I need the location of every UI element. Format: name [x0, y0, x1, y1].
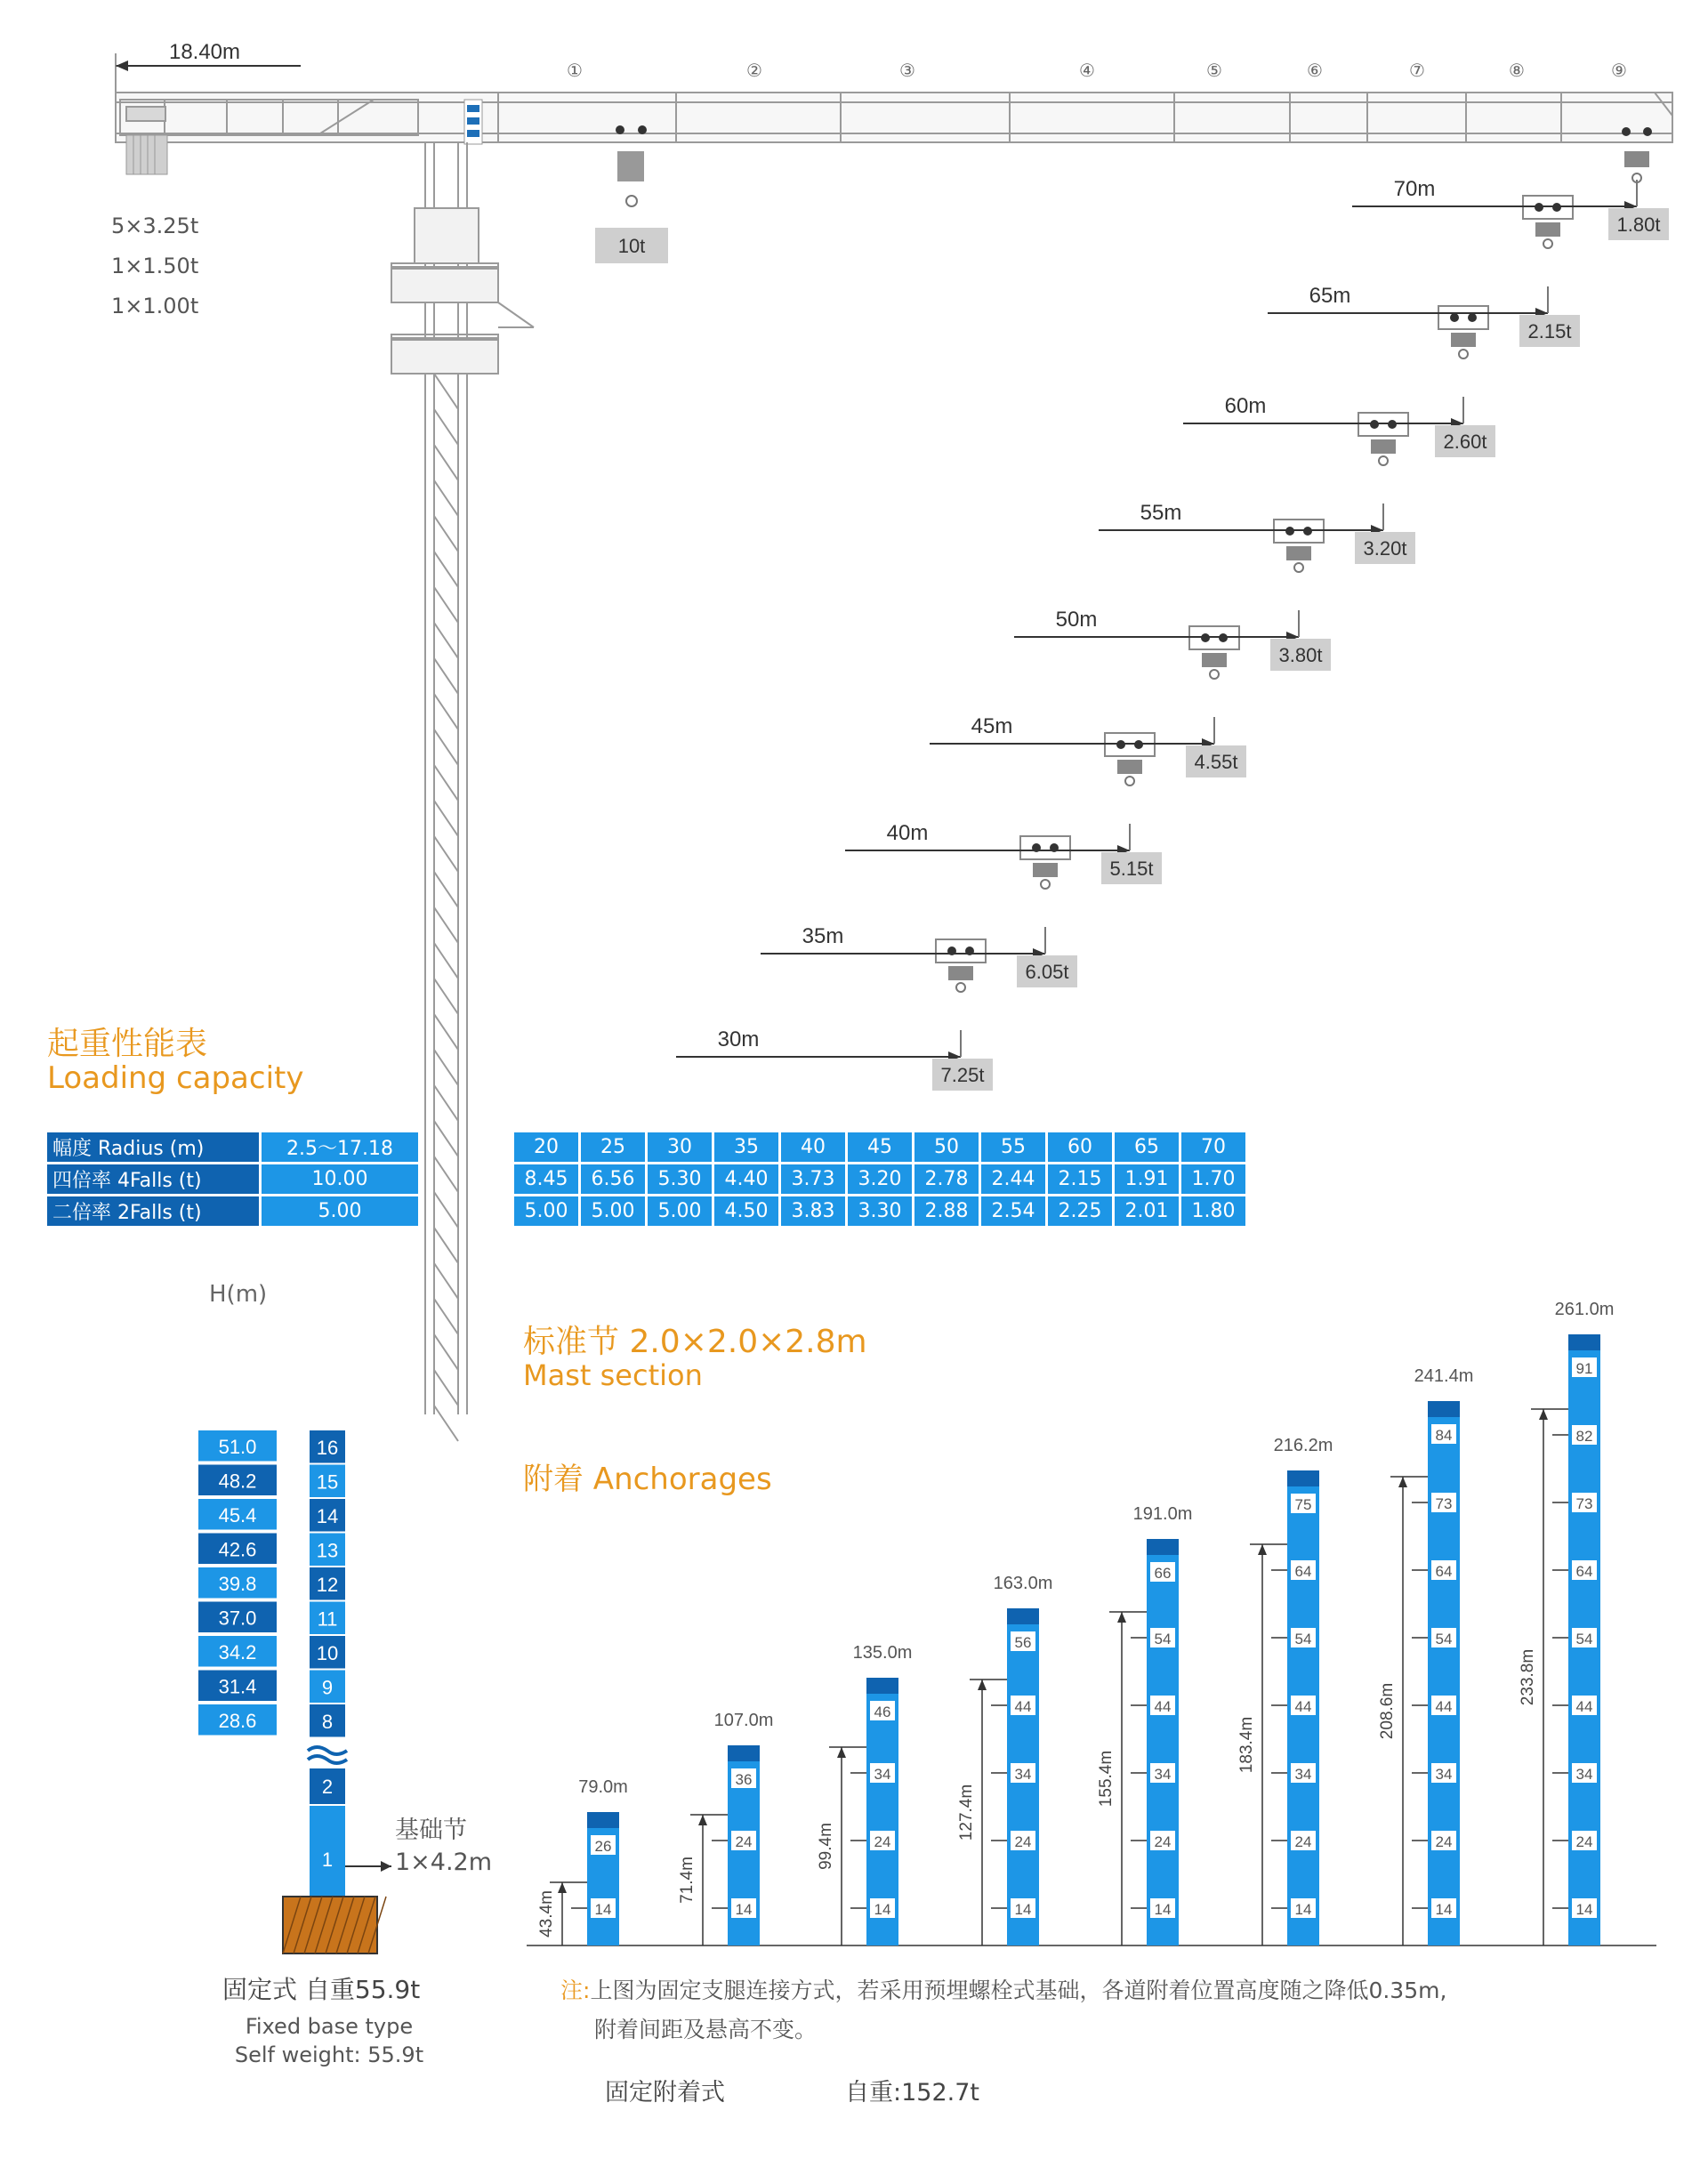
falls4-first-value: 10.00 — [262, 1164, 418, 1194]
jib-section-numbers — [567, 60, 1627, 81]
capacity-title-en: Loading capacity — [47, 1060, 304, 1096]
ballast-weight-2: 1×1.50t — [111, 254, 199, 278]
mast-section-title-cn: 标准节 2.0×2.0×2.8m — [523, 1324, 867, 1360]
mast-section-number: 2 — [321, 1776, 334, 1798]
falls4-value: 3.20 — [848, 1164, 912, 1194]
anchorage-level-label: 54 — [1294, 1631, 1312, 1647]
anchorage-level-label: 64 — [1435, 1563, 1453, 1580]
falls4-value: 3.73 — [781, 1164, 845, 1194]
radius-item-trolley-frame — [1020, 836, 1070, 859]
anchorage-level-label: 14 — [594, 1901, 612, 1918]
radius-label: 35m — [802, 924, 844, 948]
anchorage-height-dimension: 183.4m — [1237, 1716, 1256, 1774]
load-label: 6.05t — [1025, 961, 1069, 983]
fixed-type-en: Fixed base type — [245, 2014, 414, 2039]
anchorage-level-label: 44 — [1575, 1698, 1593, 1715]
mast-section-number: 13 — [316, 1539, 339, 1562]
anchorage-mast-top — [587, 1812, 619, 1828]
radius-value: 35 — [714, 1132, 778, 1162]
radius-item-hook-icon — [1125, 777, 1134, 785]
anchorage-mast-top — [1287, 1470, 1319, 1486]
anchorage-level-label: 24 — [874, 1833, 891, 1850]
dimension-arrowhead — [1117, 1612, 1126, 1623]
radius-item-hook-block — [1535, 222, 1560, 237]
falls2-value: 4.50 — [714, 1196, 778, 1226]
base-section-size: 1×4.2m — [395, 1849, 493, 1876]
radius-row — [514, 1132, 1245, 1162]
mast-section-number: 14 — [316, 1505, 339, 1527]
dimension-arrowhead — [1258, 1544, 1267, 1555]
dimension-arrowhead — [1539, 1409, 1548, 1420]
anchorage-level-label: 34 — [1154, 1766, 1172, 1783]
radius-load-item — [930, 626, 1246, 777]
falls4-value: 5.30 — [648, 1164, 712, 1194]
radius-item-wheel — [1450, 313, 1459, 322]
anchorage-level-label: 73 — [1435, 1495, 1453, 1512]
falls4-value: 1.91 — [1115, 1164, 1179, 1194]
anchorage-level-label: 56 — [1014, 1634, 1032, 1651]
load-label: 5.15t — [1109, 858, 1154, 880]
radius-item-hook-icon — [1041, 880, 1050, 889]
anchorage-level-label: 14 — [1014, 1901, 1032, 1918]
falls2-value: 2.54 — [981, 1196, 1045, 1226]
anchorage-mast-top — [1007, 1608, 1039, 1624]
anchorage-level-label: 54 — [1154, 1631, 1172, 1647]
anchor-type: 固定附着式 — [605, 2079, 725, 2107]
radius-value: 45 — [848, 1132, 912, 1162]
anchorage-level-label: 14 — [1575, 1901, 1593, 1918]
cab-icon — [464, 100, 482, 144]
anchorage-level-label: 54 — [1435, 1631, 1453, 1647]
anchorage-level-label: 66 — [1154, 1565, 1172, 1582]
mast-height-value: 42.6 — [218, 1538, 257, 1561]
anchorage-mast-top — [1428, 1401, 1460, 1417]
anchorage-level-label: 24 — [1154, 1833, 1172, 1850]
anchor-weight: 自重:152.7t — [845, 2079, 979, 2107]
dimension-arrowhead — [978, 1680, 987, 1690]
radius-item-hook-icon — [956, 983, 965, 992]
anchorages-title: 附着 Anchorages — [523, 1462, 772, 1497]
fixed-mast — [198, 1430, 391, 1953]
height-axis-label: H(m) — [209, 1281, 268, 1308]
radius-item-hook-block — [1371, 439, 1396, 454]
anchorage-level-label: 14 — [735, 1901, 753, 1918]
jib-section-1: ① — [567, 60, 583, 81]
radius-label: 60m — [1224, 394, 1267, 418]
load-label: 3.80t — [1278, 644, 1323, 666]
anchorage-top-height: 216.2m — [1273, 1436, 1333, 1455]
mast-height-value: 28.6 — [218, 1710, 257, 1732]
radius-load-item — [761, 836, 1077, 987]
falls2-value: 2.25 — [1048, 1196, 1112, 1226]
ballast-weight-1: 5×3.25t — [111, 213, 199, 238]
mast-height-value: 37.0 — [218, 1607, 257, 1630]
radius-item-hook-block — [1624, 151, 1649, 167]
base-section-cn: 基础节 — [395, 1817, 467, 1844]
mast-section-number: 10 — [316, 1642, 339, 1664]
anchorage-column — [537, 1777, 628, 1945]
falls2-row-label: 二倍率 2Falls (t) — [47, 1196, 259, 1226]
dimension-arrowhead — [837, 1747, 846, 1758]
radius-item-trolley-frame — [936, 939, 986, 963]
radius-item-hook-block — [1033, 863, 1058, 877]
falls2-value: 3.83 — [781, 1196, 845, 1226]
radius-item-hook-icon — [1543, 239, 1552, 248]
note-text-1: 上图为固定支腿连接方式，若采用预埋螺栓式基础，各道附着位置高度随之降低0.35m, — [590, 1978, 1447, 2003]
falls4-row-label: 四倍率 4Falls (t) — [47, 1164, 259, 1194]
mast-height-value: 51.0 — [218, 1436, 257, 1458]
max-load-hook-block — [617, 151, 644, 181]
radius-value: 40 — [781, 1132, 845, 1162]
falls2-value: 5.00 — [514, 1196, 578, 1226]
radius-load-item — [1183, 306, 1495, 457]
counter-jib-label: 18.40m — [168, 40, 241, 64]
mast-height-value: 39.8 — [218, 1573, 257, 1595]
anchorage-level-label: 44 — [1294, 1698, 1312, 1715]
anchorage-height-dimension: 99.4m — [817, 1823, 835, 1870]
anchorage-level-label: 24 — [1014, 1833, 1032, 1850]
radius-value: 30 — [648, 1132, 712, 1162]
anchorage-level-label: 24 — [1435, 1833, 1453, 1850]
break-wave-icon — [308, 1747, 347, 1763]
note-prefix: 注: — [560, 1978, 591, 2003]
anchorage-top-height: 191.0m — [1132, 1504, 1193, 1524]
dimension-arrowhead — [1398, 1477, 1407, 1487]
dimension-arrowhead — [698, 1815, 707, 1825]
radius-item-hook-block — [948, 966, 973, 980]
falls4-value: 8.45 — [514, 1164, 578, 1194]
anchorage-height-dimension: 208.6m — [1378, 1682, 1397, 1740]
max-load-wheel — [638, 125, 647, 134]
radius-value: 20 — [514, 1132, 578, 1162]
anchorage-mast-top — [1568, 1334, 1600, 1350]
jib-section-8: ⑧ — [1509, 60, 1525, 81]
radius-value: 70 — [1181, 1132, 1245, 1162]
anchorage-height-dimension: 71.4m — [678, 1857, 697, 1904]
dimension-arrowhead — [558, 1882, 567, 1893]
ballast-weights — [111, 206, 198, 326]
anchorage-level-label: 24 — [1294, 1833, 1312, 1850]
ballast-weight-3: 1×1.00t — [111, 294, 199, 318]
anchorage-top-height: 261.0m — [1554, 1300, 1615, 1319]
mast-section-number: 11 — [317, 1607, 338, 1631]
anchorage-top-height: 107.0m — [713, 1711, 774, 1730]
fixed-weight-en: Self weight: 55.9t — [234, 2042, 424, 2067]
mast-section-number: 16 — [316, 1437, 339, 1459]
anchorage-column — [1378, 1366, 1473, 1945]
anchorage-mast — [1428, 1401, 1460, 1945]
falls4-value: 4.40 — [714, 1164, 778, 1194]
falls2-row — [514, 1196, 1245, 1226]
jib-section-4: ④ — [1079, 60, 1095, 81]
anchorage-level-label: 14 — [1435, 1901, 1453, 1918]
radius-load-item — [676, 939, 993, 1091]
anchorage-column — [1097, 1504, 1192, 1945]
radius-value: 55 — [981, 1132, 1045, 1162]
anchorage-mast-top — [866, 1678, 898, 1694]
anchorage-level-label: 54 — [1575, 1631, 1593, 1647]
radius-label: 30m — [717, 1027, 760, 1051]
anchorage-level-label: 14 — [874, 1901, 891, 1918]
falls2-first-value: 5.00 — [262, 1196, 418, 1226]
anchorage-level-label: 14 — [1154, 1901, 1172, 1918]
ballast-block — [126, 135, 167, 174]
anchorage-level-label: 64 — [1575, 1563, 1593, 1580]
radius-label: 65m — [1309, 284, 1351, 308]
anchorage-level-label: 24 — [1575, 1833, 1593, 1850]
radius-load-item — [1268, 196, 1580, 347]
radius-value: 25 — [581, 1132, 645, 1162]
falls2-value: 5.00 — [581, 1196, 645, 1226]
radius-label: 50m — [1055, 608, 1098, 632]
falls2-value: 1.80 — [1181, 1196, 1245, 1226]
anchorage-level-label: 24 — [735, 1833, 753, 1850]
load-label: 3.20t — [1363, 537, 1407, 560]
radius-item-wheel — [1622, 127, 1631, 136]
radius-load-item — [1099, 413, 1415, 564]
mast-height-value: 34.2 — [218, 1641, 257, 1663]
anchorage-level-label: 34 — [1435, 1766, 1453, 1783]
falls4-value: 6.56 — [581, 1164, 645, 1194]
jib-section-9: ⑨ — [1611, 60, 1627, 81]
anchorage-level-label: 34 — [1014, 1766, 1032, 1783]
load-label: 7.25t — [940, 1064, 985, 1086]
load-label: 2.60t — [1443, 431, 1487, 453]
anchorage-top-height: 135.0m — [852, 1643, 913, 1663]
anchorage-level-label: 75 — [1294, 1496, 1312, 1513]
jib-section-2: ② — [746, 60, 762, 81]
falls4-value: 2.78 — [914, 1164, 979, 1194]
load-label: 2.15t — [1527, 320, 1572, 342]
anchorage-columns — [537, 1300, 1614, 1945]
radius-value: 65 — [1115, 1132, 1179, 1162]
anchorage-mast-top — [1147, 1539, 1179, 1555]
anchorage-height-dimension: 127.4m — [957, 1784, 976, 1841]
anchorage-mast-top — [728, 1745, 760, 1761]
radius-label: 40m — [886, 821, 929, 845]
radius-label: 55m — [1140, 501, 1182, 525]
anchorage-level-label: 82 — [1575, 1428, 1593, 1445]
jib-section-5: ⑤ — [1206, 60, 1222, 81]
mast-section-number: 9 — [321, 1676, 334, 1699]
radius-item-trolley-frame — [1438, 306, 1488, 329]
anchorage-level-label: 34 — [1294, 1766, 1312, 1783]
mast-section-number: 1 — [321, 1849, 334, 1871]
anchorage-height-dimension: 233.8m — [1519, 1648, 1537, 1706]
anchorage-level-label: 64 — [1294, 1563, 1312, 1580]
falls4-value: 2.44 — [981, 1164, 1045, 1194]
radius-item-wheel — [1643, 127, 1652, 136]
falls2-value: 2.01 — [1115, 1196, 1179, 1226]
mast-height-value: 48.2 — [218, 1470, 257, 1493]
radius-label: 70m — [1393, 177, 1436, 201]
radius-item-hook-block — [1202, 653, 1227, 667]
anchorage-height-dimension: 43.4m — [537, 1890, 556, 1937]
radius-value: 50 — [914, 1132, 979, 1162]
radius-load-item — [1352, 127, 1669, 240]
radius-load-item — [845, 733, 1162, 884]
falls2-value: 3.30 — [848, 1196, 912, 1226]
anchorage-level-label: 14 — [1294, 1901, 1312, 1918]
capacity-title-cn: 起重性能表 — [47, 1026, 208, 1062]
anchorage-level-label: 84 — [1435, 1427, 1453, 1444]
note-line-1 — [560, 1973, 1446, 2005]
anchorage-top-height: 79.0m — [578, 1777, 628, 1797]
tower-mast — [391, 142, 534, 1441]
radius-item-hook-icon — [1459, 350, 1468, 358]
anchorage-level-label: 44 — [1435, 1698, 1453, 1715]
radius-load-item — [1014, 520, 1331, 671]
falls4-row — [514, 1164, 1245, 1194]
anchorage-level-label: 44 — [1014, 1698, 1032, 1715]
anchorage-height-dimension: 155.4m — [1097, 1750, 1116, 1808]
anchorage-level-label: 36 — [735, 1771, 753, 1788]
radius-item-hook-icon — [1210, 670, 1219, 679]
falls2-value: 5.00 — [648, 1196, 712, 1226]
radius-item-hook-icon — [1294, 563, 1303, 572]
radius-load-group — [676, 127, 1669, 1091]
anchorage-top-height: 163.0m — [993, 1574, 1053, 1593]
radius-label: 45m — [971, 714, 1013, 738]
anchorage-column — [957, 1574, 1052, 1945]
radius-item-hook-block — [1286, 546, 1311, 560]
radius-item-hook-icon — [1379, 456, 1388, 465]
load-label: 1.80t — [1616, 213, 1661, 236]
radius-item-wheel — [1468, 313, 1477, 322]
jib-section-6: ⑥ — [1307, 60, 1323, 81]
anchorage-level-label: 46 — [874, 1704, 891, 1720]
capacity-label-table — [44, 1130, 421, 1228]
fixed-type-cn: 固定式 自重55.9t — [222, 1975, 421, 2004]
anchorage-level-label: 34 — [1575, 1766, 1593, 1783]
anchorage-level-label: 34 — [874, 1766, 891, 1783]
load-label: 4.55t — [1194, 751, 1238, 773]
mast-section-number: 15 — [316, 1470, 339, 1494]
max-load-label: 10t — [617, 235, 646, 257]
jib-section-3: ③ — [899, 60, 915, 81]
anchorage-mast — [1147, 1539, 1179, 1945]
base-section-note — [395, 1815, 492, 1879]
anchorage-column — [1519, 1300, 1614, 1945]
max-load-wheel — [616, 125, 624, 134]
mast-section-title-en: Mast section — [523, 1358, 703, 1392]
anchorage-level-label: 44 — [1154, 1698, 1172, 1715]
radius-first-value: 2.5～17.18 — [262, 1132, 418, 1162]
anchorage-level-label: 73 — [1575, 1495, 1593, 1512]
falls4-value: 2.15 — [1048, 1164, 1112, 1194]
anchorage-column — [817, 1643, 912, 1945]
anchorage-level-label: 26 — [594, 1838, 612, 1855]
max-load-hook-icon — [626, 196, 637, 206]
anchorage-mast — [587, 1812, 619, 1945]
falls4-value: 1.70 — [1181, 1164, 1245, 1194]
radius-row-label: 幅度 Radius (m) — [47, 1132, 259, 1162]
anchorage-level-label: 91 — [1575, 1360, 1593, 1377]
capacity-value-table — [512, 1130, 1248, 1228]
anchorage-column — [1237, 1436, 1333, 1945]
max-load-box — [595, 228, 668, 263]
base-section-arrowhead — [381, 1861, 391, 1872]
mast-section-number: 8 — [321, 1711, 334, 1733]
radius-item-hook-block — [1451, 333, 1476, 347]
note-line-2: 附着间距及悬高不变。 — [594, 2017, 818, 2042]
radius-value: 60 — [1048, 1132, 1112, 1162]
mast-height-value: 31.4 — [218, 1675, 257, 1698]
anchorage-column — [678, 1711, 773, 1945]
radius-item-hook-block — [1117, 760, 1142, 774]
mast-section-number: 12 — [316, 1574, 339, 1596]
mast-height-value: 45.4 — [218, 1504, 257, 1527]
anchorage-top-height: 241.4m — [1414, 1366, 1474, 1386]
counter-jib-dimension — [116, 40, 301, 98]
jib-section-7: ⑦ — [1409, 60, 1425, 81]
falls2-value: 2.88 — [914, 1196, 979, 1226]
